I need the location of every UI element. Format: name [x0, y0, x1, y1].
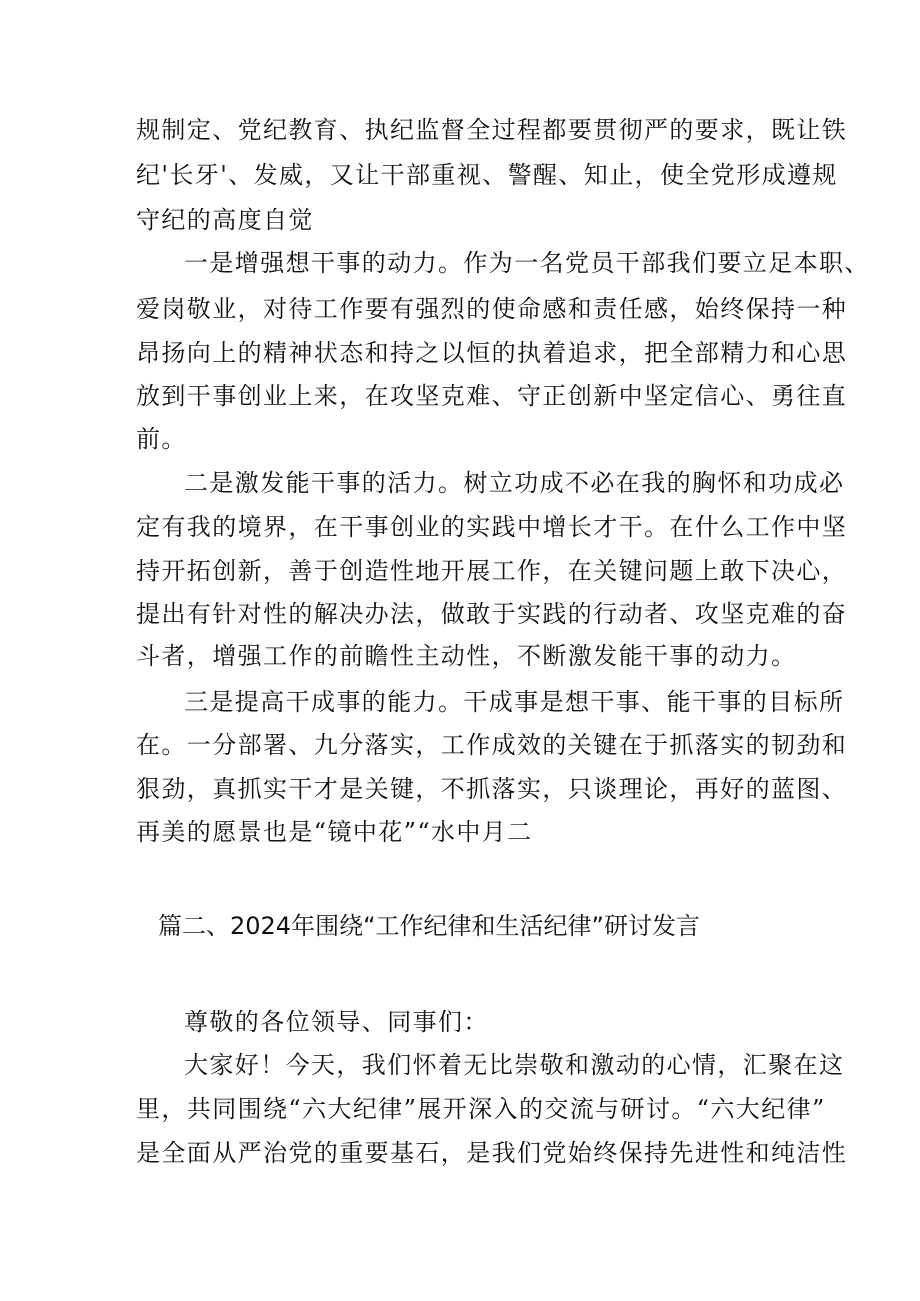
text-line: 昂扬向上的精神状态和持之以恒的执着追求，把全部精力和心思 — [136, 339, 848, 367]
text-line: 持开拓创新，善于创造性地开展工作，在关键问题上敢下决心， — [136, 557, 848, 585]
text-line: 定有我的境界，在干事创业的实践中增长才干。在什么工作中坚 — [136, 513, 848, 541]
text-line: 二是激发能干事的活力。树立功成不必在我的胸怀和功成必 — [184, 469, 845, 497]
text-line: 提出有针对性的解决办法，做敢于实践的行动者、攻坚克难的奋 — [136, 600, 848, 628]
text-line: 纪'长牙'、发威，又让干部重视、警醒、知止，使全党形成遵规 — [136, 161, 838, 189]
section-heading: 篇二、2024年围绕“工作纪律和生活纪律”研讨发言 — [158, 912, 700, 940]
text-line: 在。一分部署、九分落实，工作成效的关键在于抓落实的韧劲和 — [136, 731, 848, 759]
text-line: 一是增强想干事的动力。作为一名党员干部我们要立足本职、 — [184, 249, 870, 277]
text-line: 前。 — [136, 425, 187, 453]
text-line: 守纪的高度自觉 — [136, 206, 314, 234]
text-line: 再美的愿景也是“镜中花”“水中月二 — [136, 818, 533, 846]
text-line: 尊敬的各位领导、同事们： — [184, 1008, 489, 1036]
text-line: 爱岗敬业，对待工作要有强烈的使命感和责任感，始终保持一种 — [136, 295, 848, 323]
text-line: 大家好！今天，我们怀着无比崇敬和激动的心情，汇聚在这 — [184, 1051, 845, 1079]
text-line: 里，共同围绕“六大纪律”展开深入的交流与研讨。“六大纪律” — [136, 1095, 826, 1123]
text-line: 规制定、党纪教育、执纪监督全过程都要贯彻严的要求，既让铁 — [136, 116, 848, 144]
text-line: 狠劲，真抓实干才是关键，不抓落实，只谈理论，再好的蓝图、 — [136, 775, 848, 803]
text-line: 斗者，增强工作的前瞻性主动性，不断激发能干事的动力。 — [136, 642, 797, 670]
text-line: 放到干事创业上来，在攻坚克难、守正创新中坚定信心、勇往直 — [136, 382, 848, 410]
text-line: 是全面从严治党的重要基石，是我们党始终保持先进性和纯洁性 — [136, 1139, 848, 1167]
text-line: 三是提高干成事的能力。干成事是想干事、能干事的目标所 — [184, 688, 845, 716]
